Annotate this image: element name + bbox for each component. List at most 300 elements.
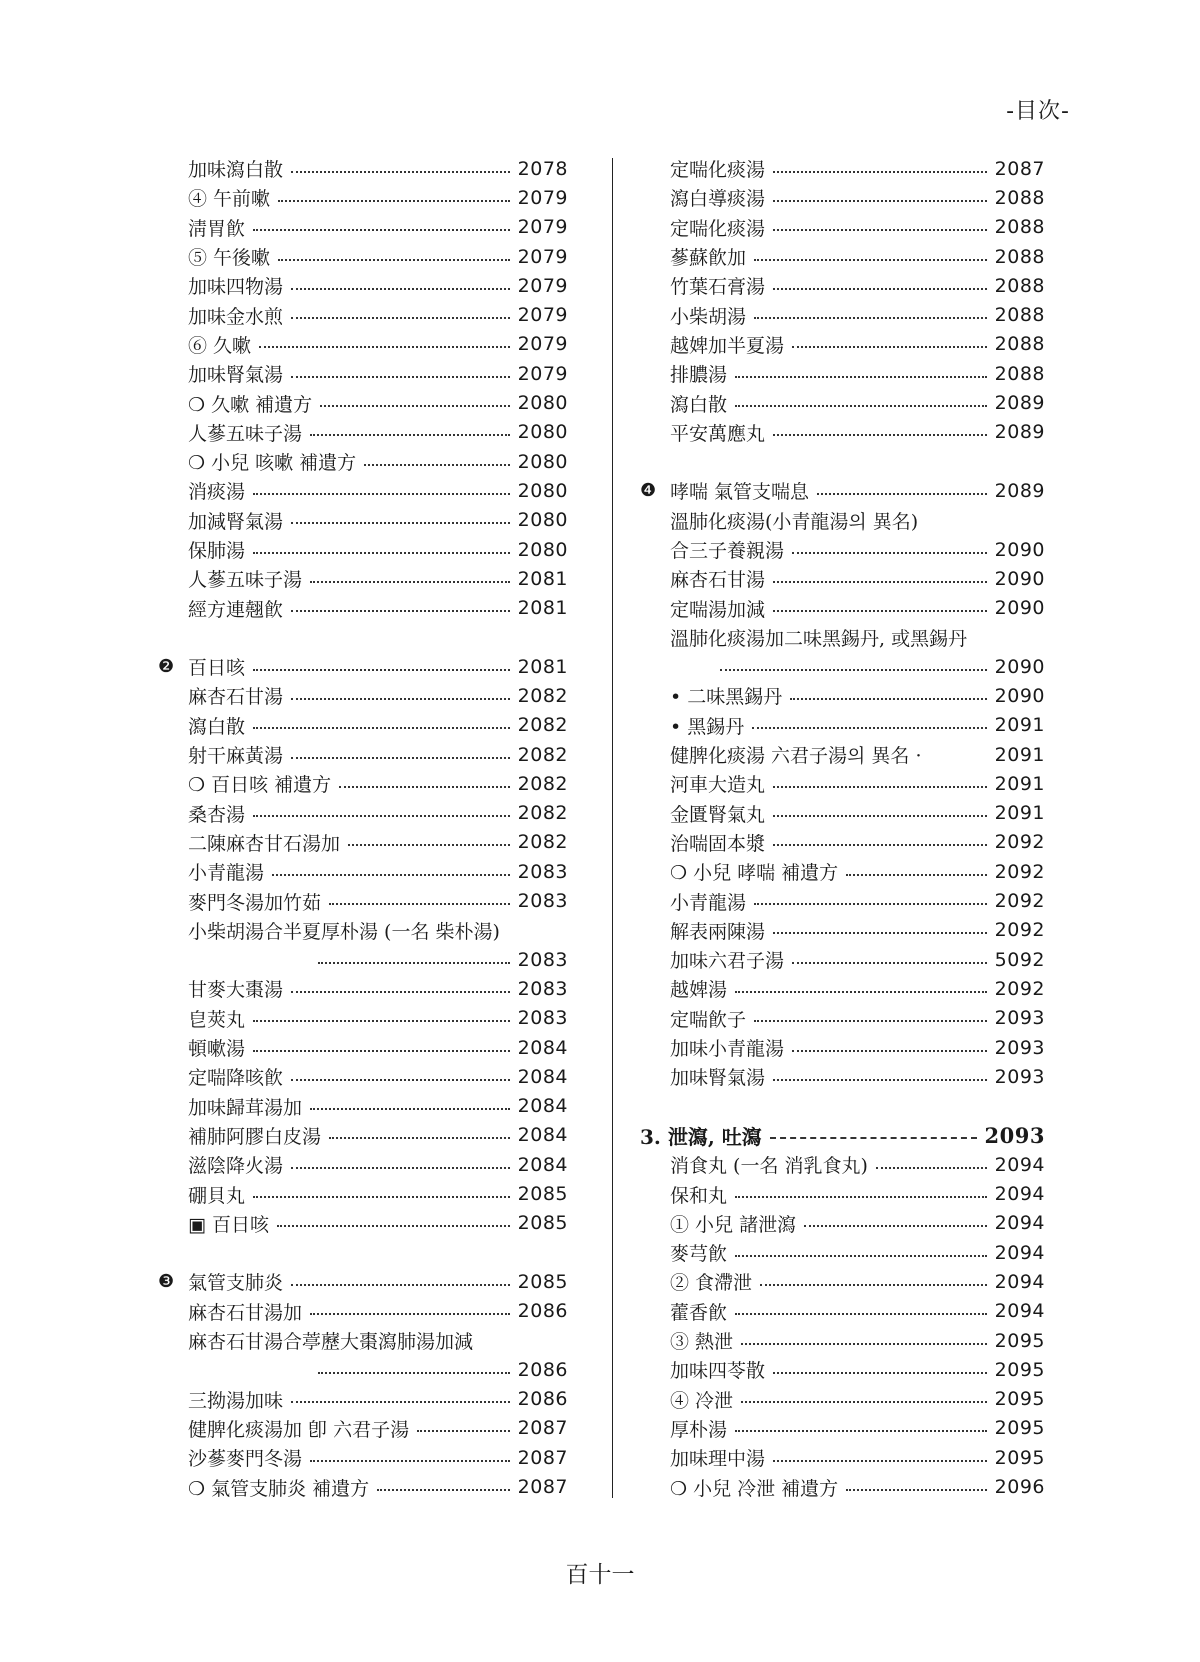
toc-page-number: 2082: [517, 831, 568, 854]
toc-entry-title: 加味六君子湯: [670, 950, 785, 973]
toc-entry-title: ❍ 小兒 咳嗽 補遺方: [188, 452, 357, 475]
toc-section-title: 3. 泄瀉, 吐瀉: [640, 1124, 762, 1149]
toc-entry-title: ❍ 小兒 哮喘 補遺方: [670, 862, 839, 885]
toc-entry: [158, 1355, 568, 1384]
toc-entry-title: 皀莢丸: [188, 1008, 246, 1031]
toc-page-number: 2090: [994, 538, 1045, 561]
toc-entry-title: ❍ 久嗽 補遺方: [188, 393, 313, 416]
toc-entry: [640, 213, 1045, 242]
toc-entry-title: 平安萬應丸: [670, 422, 766, 445]
dot-leader: [754, 903, 987, 905]
dot-leader: [329, 1137, 510, 1139]
toc-entry: [640, 1267, 1045, 1296]
dot-leader: [754, 259, 987, 261]
page-header: -目次-: [1006, 99, 1070, 124]
toc-page-number: 2085: [517, 1212, 568, 1235]
toc-page-number: 2086: [517, 1300, 568, 1323]
toc-page-number: 2090: [994, 684, 1045, 707]
dot-leader: [735, 1313, 987, 1315]
toc-page-number: 2091: [994, 743, 1045, 766]
toc-entry-title: 加味小青龍湯: [670, 1038, 785, 1061]
dot-leader: [773, 1372, 987, 1374]
toc-entry-title: 加味四物湯: [188, 276, 284, 299]
toc-page-number: 2084: [517, 1153, 568, 1176]
toc-entry: [640, 535, 1045, 564]
toc-entry-title: 滋陰降火湯: [188, 1155, 284, 1178]
toc-entry: [158, 1414, 568, 1443]
toc-entry: [158, 359, 568, 388]
toc-page-number: 2093: [994, 1007, 1045, 1030]
toc-page-number: 5092: [994, 948, 1045, 971]
toc-entry-title: 定喘化痰湯: [670, 217, 766, 240]
toc-entry: [640, 388, 1045, 417]
dot-leader: [291, 1079, 510, 1081]
dot-leader: [741, 1343, 987, 1345]
toc-page-number: 2094: [994, 1241, 1045, 1264]
toc-entry: [158, 593, 568, 622]
toc-page-number: 2080: [517, 450, 568, 473]
toc-entry-title: 射干麻黃湯: [188, 745, 284, 768]
toc-entry-title: • 二味黑錫丹: [670, 686, 783, 709]
toc-page-number: 2096: [994, 1476, 1045, 1498]
toc-page-number: 2088: [994, 216, 1045, 239]
dot-leader: [253, 493, 510, 495]
toc-page-number: 2079: [517, 216, 568, 239]
toc-page-number: 2095: [994, 1446, 1045, 1469]
toc-page-number: 2092: [994, 977, 1045, 1000]
toc-entry: [640, 1033, 1045, 1062]
toc-entry: [640, 1004, 1045, 1033]
toc-entry-title: 消食丸 (一名 消乳食丸): [670, 1155, 868, 1178]
dot-leader: [253, 815, 510, 817]
page-number: 百十一: [565, 1562, 635, 1588]
toc-entry-title: 河車大造丸: [670, 774, 766, 797]
toc-entry: [640, 1472, 1045, 1501]
toc-entry: [158, 1209, 568, 1238]
dot-leader: [291, 991, 510, 993]
toc-entry-title: 溫肺化痰湯(小青龍湯의 異名): [670, 510, 919, 533]
toc-page-number: 2088: [994, 274, 1045, 297]
toc-entry-title: ④ 冷泄: [670, 1389, 734, 1412]
dot-leader: [364, 464, 509, 466]
toc-entry-marker: ❹: [640, 480, 657, 502]
toc-entry: [158, 1004, 568, 1033]
toc-page-number: 2088: [994, 362, 1045, 385]
dot-leader: [792, 962, 987, 964]
toc-page-number: 2084: [517, 1124, 568, 1147]
toc-entry: [640, 593, 1045, 622]
toc-page-number: 2083: [517, 1007, 568, 1030]
dot-leader: [754, 317, 987, 319]
dot-leader: [754, 1020, 987, 1022]
toc-page-number: 2091: [994, 802, 1045, 825]
toc-entry-title: 合三子養親湯: [670, 540, 785, 562]
dot-leader: [291, 610, 510, 612]
toc-entry: [640, 652, 1045, 681]
dot-leader: [253, 1020, 510, 1022]
toc-entry: [640, 1238, 1045, 1267]
toc-page-number: 2079: [517, 304, 568, 327]
toc-entry: [640, 1414, 1045, 1443]
toc-page-number: 2089: [994, 421, 1045, 444]
toc-entry: [158, 769, 568, 798]
toc-page-number: 2090: [994, 597, 1045, 620]
dot-leader: [773, 434, 987, 436]
dot-leader: [741, 1401, 987, 1403]
dot-leader: [310, 434, 510, 436]
toc-page-number: 2080: [517, 538, 568, 561]
toc-page-number: 2095: [994, 1358, 1045, 1381]
toc-entry: [158, 564, 568, 593]
toc-entry-title: 保和丸: [670, 1184, 728, 1207]
dot-leader: [339, 786, 510, 788]
toc-entry-title: ❍ 小兒 冷泄 補遺方: [670, 1477, 839, 1500]
toc-entry: [640, 916, 1045, 945]
toc-entry-title: 瀉白導痰湯: [670, 188, 766, 211]
toc-page-number: 2080: [517, 421, 568, 444]
toc-page-number: 2082: [517, 743, 568, 766]
toc-entry: [158, 388, 568, 417]
toc-entry: [158, 1033, 568, 1062]
toc-entry: [640, 1179, 1045, 1208]
toc-entry: [640, 476, 1045, 505]
toc-entry: [640, 1384, 1045, 1413]
toc-entry-title: 經方連翹飮: [188, 598, 284, 621]
dot-leader: [752, 727, 986, 729]
toc-entry-title: 保肺湯: [188, 540, 246, 562]
toc-entry: [158, 506, 568, 535]
toc-entry-title: 解表兩陳湯: [670, 920, 766, 943]
toc-entry: [640, 506, 1045, 535]
toc-entry: [158, 447, 568, 476]
toc-entry-title: 金匱腎氣丸: [670, 803, 766, 826]
toc-page-number: 2087: [517, 1417, 568, 1440]
toc-entry: [640, 1209, 1045, 1238]
dot-leader: [735, 405, 987, 407]
toc-page-number: 2092: [994, 831, 1045, 854]
dot-leader: [773, 786, 987, 788]
toc-entry-title: 補肺阿膠白皮湯: [188, 1125, 322, 1148]
dot-leader: [735, 1430, 987, 1432]
dot-leader: [773, 200, 987, 202]
toc-page-number: 2091: [994, 714, 1045, 737]
toc-entry-title: 厚朴湯: [670, 1418, 728, 1441]
toc-page-number: 2084: [517, 1036, 568, 1059]
toc-entry: [640, 1355, 1045, 1384]
toc-entry: [158, 535, 568, 564]
dot-leader: [291, 288, 510, 290]
toc-page-number: 2093: [984, 1122, 1045, 1148]
toc-entry-title: 定喘湯加減: [670, 598, 766, 621]
dot-leader: [291, 317, 510, 319]
toc-entry-title: 加味腎氣湯: [670, 1067, 766, 1090]
toc-page-number: 2080: [517, 509, 568, 532]
toc-entry: [640, 945, 1045, 974]
toc-entry-marker: ❷: [158, 656, 175, 678]
toc-page-number: 2083: [517, 948, 568, 971]
toc-entry: [158, 271, 568, 300]
toc-entry: [158, 945, 568, 974]
toc-column-right: [640, 154, 1045, 1502]
toc-page-number: 2088: [994, 245, 1045, 268]
toc-entry: [158, 711, 568, 740]
dot-leader: [770, 1137, 977, 1139]
dot-leader: [278, 200, 510, 202]
toc-entry-title: 瀉白散: [188, 715, 246, 738]
toc-page-number: 2095: [994, 1329, 1045, 1352]
toc-entry: [158, 1121, 568, 1150]
toc-entry: [158, 681, 568, 710]
dot-leader: [253, 229, 510, 231]
toc-page-number: 2085: [517, 1270, 568, 1293]
toc-spacer: [640, 447, 1045, 476]
toc-page-number: 2092: [994, 890, 1045, 913]
toc-page-number: 2082: [517, 714, 568, 737]
toc-entry: [158, 1150, 568, 1179]
toc-page-number: 2083: [517, 860, 568, 883]
dot-leader: [318, 1372, 510, 1374]
toc-entry-title: 小青龍湯: [670, 891, 747, 914]
toc-page-number: 2091: [994, 772, 1045, 795]
dot-leader: [792, 346, 987, 348]
toc-entry: [158, 916, 568, 945]
toc-page-number: 2084: [517, 1065, 568, 1088]
toc-entry-title: ▣ 百日咳: [188, 1213, 269, 1236]
toc-entry-title: • 黑錫丹: [670, 715, 745, 738]
toc-page-number: 2087: [517, 1476, 568, 1498]
dot-leader: [291, 522, 510, 524]
toc-entry: [640, 1443, 1045, 1472]
toc-entry-title: 甘麥大棗湯: [188, 979, 284, 1002]
toc-entry: [158, 1384, 568, 1413]
toc-entry-title: 淸胃飮: [188, 217, 246, 240]
toc-page-number: 2082: [517, 802, 568, 825]
toc-entry: [640, 564, 1045, 593]
toc-page-number: 2090: [994, 567, 1045, 590]
toc-page-number: 2093: [994, 1036, 1045, 1059]
dot-leader: [310, 1108, 510, 1110]
dot-leader: [310, 1460, 510, 1462]
toc-page-number: 2088: [994, 186, 1045, 209]
toc-page-number: 2095: [994, 1388, 1045, 1411]
toc-page-number: 2087: [517, 1446, 568, 1469]
toc-entry: [158, 1326, 568, 1355]
toc-entry-title: 麥芎飮: [670, 1243, 728, 1266]
toc-entry-title: 蔘蘇飮加: [670, 247, 747, 270]
toc-entry-title: 竹葉石膏湯: [670, 276, 766, 299]
toc-page-number: 2086: [517, 1358, 568, 1381]
dot-leader: [735, 991, 987, 993]
dot-leader: [773, 610, 987, 612]
dot-leader: [291, 171, 510, 173]
toc-page-number: 2082: [517, 772, 568, 795]
toc-entry: [158, 652, 568, 681]
dot-leader: [291, 698, 510, 700]
toc-column-left: [158, 154, 568, 1502]
toc-entry: [640, 1326, 1045, 1355]
toc-entry-title: 硼貝丸: [188, 1184, 246, 1207]
dot-leader: [253, 1196, 510, 1198]
toc-page-number: 2090: [994, 655, 1045, 678]
toc-entry-title: 桑杏湯: [188, 803, 246, 826]
toc-entry: [158, 183, 568, 212]
dot-leader: [790, 698, 986, 700]
toc-entry: [158, 213, 568, 242]
toc-entry-title: 定喘降咳飮: [188, 1067, 284, 1090]
toc-page-number: 2079: [517, 186, 568, 209]
dot-leader: [310, 1313, 510, 1315]
dot-leader: [278, 259, 510, 261]
toc-entry-title: 小青龍湯: [188, 862, 265, 885]
toc-page-number: 2085: [517, 1183, 568, 1206]
toc-entry-title: 排膿湯: [670, 364, 728, 387]
dot-leader: [846, 874, 986, 876]
dot-leader: [773, 171, 987, 173]
toc-page-number: 2089: [994, 479, 1045, 502]
toc-entry: [640, 974, 1045, 1003]
toc-entry: [158, 242, 568, 271]
toc-entry-title: ① 小兒 諸泄瀉: [670, 1213, 797, 1236]
dot-leader: [804, 1225, 987, 1227]
toc-entry-title: 加味腎氣湯: [188, 364, 284, 387]
toc-entry: [640, 1062, 1045, 1091]
toc-entry: [640, 271, 1045, 300]
toc-entry: [640, 300, 1045, 329]
dot-leader: [253, 1050, 510, 1052]
dot-leader: [318, 962, 510, 964]
dot-leader: [377, 1489, 510, 1491]
toc-entry: [640, 183, 1045, 212]
toc-page-number: 2088: [994, 304, 1045, 327]
dot-leader: [417, 1430, 510, 1432]
dot-leader: [735, 1196, 987, 1198]
toc-page-number: 2094: [994, 1300, 1045, 1323]
toc-page-number: 2080: [517, 392, 568, 415]
toc-entry-title: 加味四苓散: [670, 1360, 766, 1383]
toc-page-number: 2094: [994, 1212, 1045, 1235]
toc-entry-title: 加味歸茸湯加: [188, 1096, 303, 1119]
toc-entry-title: 健脾化痰湯 六君子湯의 異名 ·: [670, 745, 922, 768]
dot-leader: [253, 552, 510, 554]
toc-entry-title: ④ 午前嗽: [188, 188, 271, 211]
toc-page-number: 2092: [994, 919, 1045, 942]
toc-entry-title: ⑥ 久嗽: [188, 334, 252, 357]
toc-entry: [158, 974, 568, 1003]
toc-entry-title: 越婢湯: [670, 979, 728, 1002]
dot-leader: [735, 1255, 987, 1257]
dot-leader: [773, 288, 987, 290]
toc-spacer: [158, 623, 568, 652]
toc-entry-title: ❍ 氣管支肺炎 補遺方: [188, 1477, 370, 1500]
toc-page-number: 2079: [517, 362, 568, 385]
toc-entry-title: 加味金水煎: [188, 305, 284, 328]
toc-entry-title: 治喘固本漿: [670, 832, 766, 855]
toc-entry: [640, 330, 1045, 359]
dot-leader: [291, 757, 510, 759]
toc-entry-title: 麻杏石甘湯: [670, 569, 766, 592]
toc-page-number: 2082: [517, 684, 568, 707]
toc-page-number: 2088: [994, 333, 1045, 356]
toc-entry: [158, 154, 568, 183]
toc-entry: [158, 740, 568, 769]
dot-leader: [792, 1050, 987, 1052]
toc-entry: [640, 242, 1045, 271]
toc-entry: [640, 1150, 1045, 1179]
toc-entry: [158, 476, 568, 505]
toc-page-number: 2083: [517, 977, 568, 1000]
dot-leader: [773, 1460, 987, 1462]
toc-page-number: 2081: [517, 597, 568, 620]
toc-entry-title: 麻杏石甘湯合葶藶大棗瀉肺湯加減: [188, 1331, 474, 1354]
dot-leader: [291, 1284, 510, 1286]
toc-entry: [158, 330, 568, 359]
toc-page-number: 2080: [517, 479, 568, 502]
toc-section-heading: [640, 1121, 1045, 1150]
toc-page-number: 2079: [517, 333, 568, 356]
dot-leader: [272, 874, 510, 876]
toc-entry-title: ❍ 百日咳 補遺方: [188, 774, 332, 797]
dot-leader: [259, 346, 510, 348]
dot-leader: [253, 669, 510, 671]
toc-entry-title: 三拗湯加味: [188, 1389, 284, 1412]
toc-entry-title: ② 食滯泄: [670, 1272, 753, 1295]
toc-entry-title: 定喘飮子: [670, 1008, 747, 1031]
toc-entry: [640, 740, 1045, 769]
toc-spacer: [158, 1238, 568, 1267]
toc-page-number: 2083: [517, 890, 568, 913]
dot-leader: [773, 229, 987, 231]
dot-leader: [817, 493, 987, 495]
dot-leader: [329, 903, 510, 905]
toc-entry-title: 沙蔘麥門冬湯: [188, 1448, 303, 1471]
dot-leader: [291, 1401, 510, 1403]
toc-page-number: 2094: [994, 1183, 1045, 1206]
toc-entry-title: 瀉白散: [670, 393, 728, 416]
toc-entry-title: 小柴胡湯: [670, 305, 747, 328]
toc-entry: [158, 1472, 568, 1501]
toc-entry-title: 小柴胡湯合半夏厚朴湯 (一名 柴朴湯): [188, 920, 500, 943]
dot-leader: [773, 932, 987, 934]
toc-entry: [640, 799, 1045, 828]
toc-entry: [158, 799, 568, 828]
dot-leader: [735, 376, 987, 378]
toc-entry: [158, 828, 568, 857]
toc-page-number: 2093: [994, 1065, 1045, 1088]
toc-page-number: 2089: [994, 392, 1045, 415]
toc-entry-title: 越婢加半夏湯: [670, 334, 785, 357]
toc-entry-title: 加減腎氣湯: [188, 510, 284, 533]
dot-leader: [773, 581, 987, 583]
toc-entry: [158, 1179, 568, 1208]
toc-entry: [158, 1267, 568, 1296]
toc-entry-title: 藿香飮: [670, 1301, 728, 1324]
toc-entry: [640, 828, 1045, 857]
toc-entry: [640, 418, 1045, 447]
toc-entry: [640, 711, 1045, 740]
toc-entry: [640, 769, 1045, 798]
toc-entry: [640, 154, 1045, 183]
dot-leader: [348, 844, 510, 846]
toc-page-number: 2079: [517, 274, 568, 297]
toc-entry: [640, 1297, 1045, 1326]
toc-entry: [158, 857, 568, 886]
toc-entry-marker: ❸: [158, 1271, 175, 1293]
toc-page-number: 2092: [994, 860, 1045, 883]
toc-entry: [640, 857, 1045, 886]
toc-entry-title: 麻杏石甘湯: [188, 686, 284, 709]
toc-entry-title: ③ 熱泄: [670, 1331, 734, 1354]
toc-entry: [158, 418, 568, 447]
